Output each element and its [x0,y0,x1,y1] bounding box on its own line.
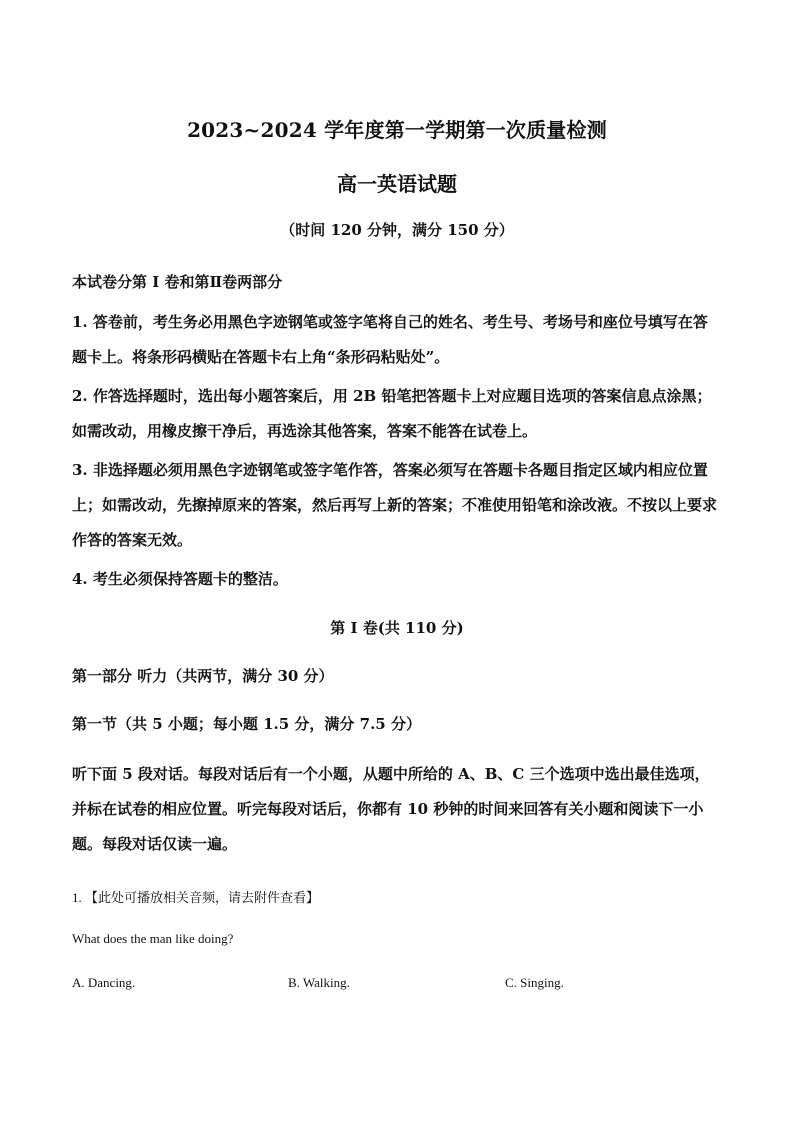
listening-directions: 听下面 5 段对话。每段对话后有一个小题，从题中所给的 A、B、C 三个选项中选出最佳选项，并标在试卷的相应位置。听完每段对话后，你都有 10 秒钟的时间来回答有关小题和阅读下一小题。每段对话仅读一遍。 [72,765,710,853]
intro-text: 本试卷分第 I 卷和第Ⅱ卷两部分 [72,273,283,291]
time-note: （时间 120 分钟，满分 150 分） [280,221,514,239]
question-1-stem: What does the man like doing? [72,931,234,946]
part1-heading: 第 I 卷(共 110 分) [330,619,464,637]
instruction-2: 2. 作答选择题时，选出每小题答案后，用 2B 铅笔把答题卡上对应题目选项的答案信息点涂黑；如需改动，用橡皮擦干净后，再选涂其他答案，答案不能答在试卷上。 [72,387,712,440]
listening-section-heading: 第一部分 听力（共两节，满分 30 分） [72,667,334,685]
instruction-1: 1. 答卷前，考生务必用黑色字迹钢笔或签字笔将自己的姓名、考生号、考场号和座位号填写在答题卡上。将条形码横贴在答题卡右上角“条形码粘贴处”。 [72,313,708,366]
instruction-3: 3. 非选择题必须用黑色字迹钢笔或签字笔作答，答案必须写在答题卡各题目指定区域内相应位置上；如需改动，先擦掉原来的答案，然后再写上新的答案；不准使用铅笔和涂改液。不按以上要求作答的答案无效。 [72,461,718,549]
instruction-4: 4. 考生必须保持答题卡的整洁。 [72,570,288,588]
option-b: B. Walking. [288,975,350,990]
option-a: A. Dancing. [72,975,136,990]
question-1-number: 1. 【此处可播放相关音频，请去附件查看】 [72,890,320,905]
subject-title: 高一英语试题 [337,172,457,196]
option-c: C. Singing. [505,975,564,990]
exam-title: 2023~2024 学年度第一学期第一次质量检测 [187,118,607,142]
section-one-heading: 第一节（共 5 小题；每小题 1.5 分，满分 7.5 分） [72,715,421,733]
